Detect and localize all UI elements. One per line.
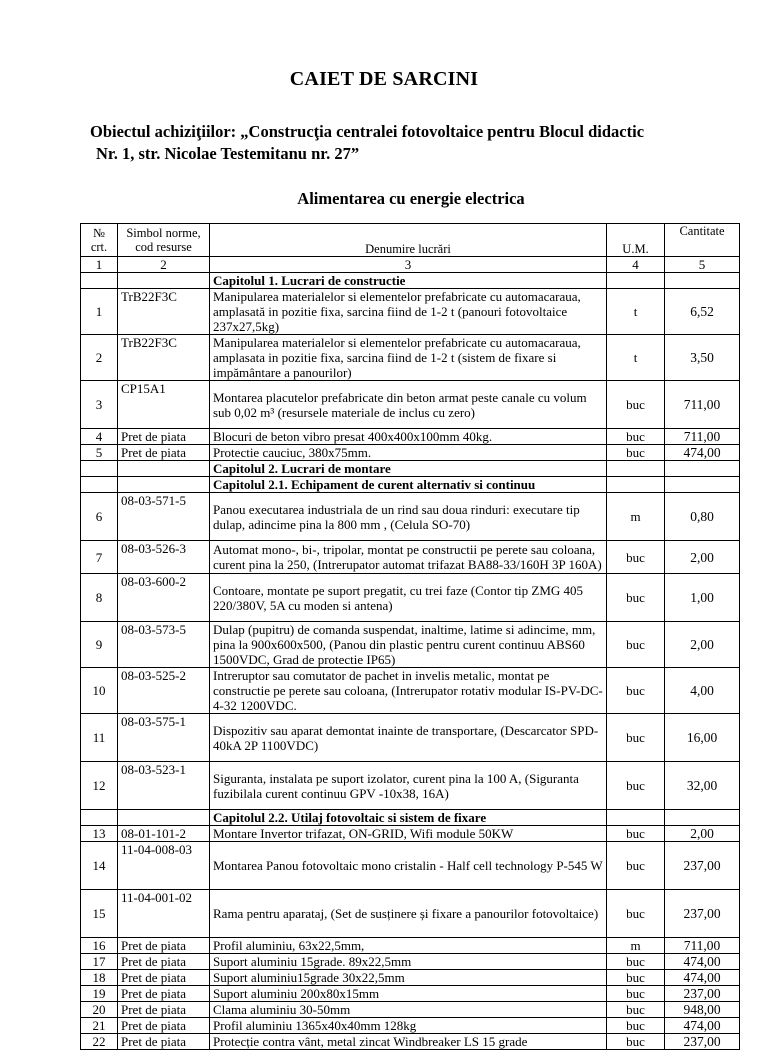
work-description: Montarea Panou fotovoltaic mono cristalin - Half cell technology P-545 W xyxy=(210,842,607,890)
quantity: 474,00 xyxy=(665,1018,740,1034)
quantity: 4,00 xyxy=(665,668,740,714)
unit-of-measure: buc xyxy=(607,986,665,1002)
table-row xyxy=(81,826,740,842)
works-table xyxy=(80,223,740,1050)
unit-of-measure: buc xyxy=(607,1002,665,1018)
resource-code: Pret de piata xyxy=(118,986,210,1002)
row-number: 17 xyxy=(81,954,118,970)
unit-of-measure: buc xyxy=(607,954,665,970)
row-number: 3 xyxy=(81,381,118,429)
row-number: 6 xyxy=(81,493,118,541)
unit-of-measure: t xyxy=(607,335,665,381)
chapter-title: Capitolul 2.2. Utilaj fotovoltaic si sistem de fixare xyxy=(210,810,607,826)
quantity: 237,00 xyxy=(665,890,740,938)
chapter-row xyxy=(81,477,740,493)
empty-cell xyxy=(118,810,210,826)
empty-cell xyxy=(665,810,740,826)
work-description: Suport aluminiu 15grade. 89x22,5mm xyxy=(210,954,607,970)
work-description: Dispozitiv sau aparat demontat inainte de transportare, (Descarcator SPD-40kA 2P 1100VDC) xyxy=(210,714,607,762)
header-nr: № crt. xyxy=(81,224,118,257)
work-description: Dulap (pupitru) de comanda suspendat, inaltime, latime si adincime, mm, pina la 900x600x500, (Panou din plastic pentru curent continuu ABS60 1500VDC, Grad de protectie IP65) xyxy=(210,622,607,668)
resource-code: Pret de piata xyxy=(118,954,210,970)
empty-cell xyxy=(81,273,118,289)
resource-code: Pret de piata xyxy=(118,1034,210,1050)
quantity: 2,00 xyxy=(665,826,740,842)
work-description: Protecție contra vânt, metal zincat Windbreaker LS 15 grade xyxy=(210,1034,607,1050)
column-number-row xyxy=(81,257,740,273)
work-description: Siguranta, instalata pe suport izolator, curent pina la 100 A, (Siguranta fuzibilala curent continuu GPV -10x38, 16A) xyxy=(210,762,607,810)
resource-code: Pret de piata xyxy=(118,1002,210,1018)
quantity: 0,80 xyxy=(665,493,740,541)
section-subtitle: Alimentarea cu energie electrica xyxy=(297,189,525,208)
empty-cell xyxy=(118,477,210,493)
table-row xyxy=(81,668,740,714)
empty-cell xyxy=(81,461,118,477)
unit-of-measure: buc xyxy=(607,1034,665,1050)
work-description: Clama aluminiu 30-50mm xyxy=(210,1002,607,1018)
row-number: 21 xyxy=(81,1018,118,1034)
unit-of-measure: buc xyxy=(607,668,665,714)
resource-code: 11-04-001-02 xyxy=(118,890,210,938)
quantity: 6,52 xyxy=(665,289,740,335)
work-description: Blocuri de beton vibro presat 400x400x100mm 40kg. xyxy=(210,429,607,445)
table-row xyxy=(81,890,740,938)
empty-cell xyxy=(607,461,665,477)
chapter-row xyxy=(81,273,740,289)
resource-code: 11-04-008-03 xyxy=(118,842,210,890)
quantity: 2,00 xyxy=(665,622,740,668)
quantity: 474,00 xyxy=(665,970,740,986)
unit-of-measure: buc xyxy=(607,762,665,810)
header-name: Denumire lucrări xyxy=(210,224,607,257)
quantity: 16,00 xyxy=(665,714,740,762)
table-row xyxy=(81,762,740,810)
chapter-row xyxy=(81,810,740,826)
table-row xyxy=(81,493,740,541)
unit-of-measure: buc xyxy=(607,970,665,986)
table-row xyxy=(81,970,740,986)
row-number: 11 xyxy=(81,714,118,762)
work-description: Montare Invertor trifazat, ON-GRID, Wifi module 50KW xyxy=(210,826,607,842)
resource-code: Pret de piata xyxy=(118,1018,210,1034)
work-description: Manipularea materialelor si elementelor prefabricate cu automacaraua, amplasată in pozitie fixa, sarcina fiind de 1-2 t (panouri fotovoltaice 237x27,5kg) xyxy=(210,289,607,335)
table-row xyxy=(81,1034,740,1050)
unit-of-measure: buc xyxy=(607,429,665,445)
empty-cell xyxy=(665,273,740,289)
resource-code: 08-03-526-3 xyxy=(118,541,210,574)
work-description: Manipularea materialelor si elementelor prefabricate cu automacaraua, amplasata in pozitie fixa, sarcina fiind de 1-2 t (sistem de fixare si impământare a panourilor) xyxy=(210,335,607,381)
resource-code: Pret de piata xyxy=(118,938,210,954)
quantity: 948,00 xyxy=(665,1002,740,1018)
unit-of-measure: buc xyxy=(607,826,665,842)
resource-code: Pret de piata xyxy=(118,429,210,445)
unit-of-measure: t xyxy=(607,289,665,335)
chapter-title: Capitolul 2. Lucrari de montare xyxy=(210,461,607,477)
row-number: 14 xyxy=(81,842,118,890)
row-number: 22 xyxy=(81,1034,118,1050)
resource-code: 08-03-600-2 xyxy=(118,574,210,622)
empty-cell xyxy=(607,477,665,493)
work-description: Rama pentru aparataj, (Set de susținere și fixare a panourilor fotovoltaice) xyxy=(210,890,607,938)
header-um: U.M. xyxy=(607,224,665,257)
row-number: 4 xyxy=(81,429,118,445)
resource-code: 08-03-523-1 xyxy=(118,762,210,810)
column-number: 5 xyxy=(665,257,740,273)
quantity: 2,00 xyxy=(665,541,740,574)
resource-code: Pret de piata xyxy=(118,970,210,986)
table-row xyxy=(81,1002,740,1018)
row-number: 13 xyxy=(81,826,118,842)
table-row xyxy=(81,714,740,762)
resource-code: 08-03-571-5 xyxy=(118,493,210,541)
table-row xyxy=(81,541,740,574)
chapter-row xyxy=(81,461,740,477)
row-number: 5 xyxy=(81,445,118,461)
unit-of-measure: m xyxy=(607,938,665,954)
resource-code: 08-01-101-2 xyxy=(118,826,210,842)
unit-of-measure: buc xyxy=(607,445,665,461)
quantity: 237,00 xyxy=(665,1034,740,1050)
unit-of-measure: buc xyxy=(607,574,665,622)
empty-cell xyxy=(81,477,118,493)
work-description: Panou executarea industriala de un rind sau doua rinduri: executare tip dulap, adincime pina la 800 mm , (Celula SO-70) xyxy=(210,493,607,541)
table-row xyxy=(81,1018,740,1034)
header-qty: Cantitate xyxy=(665,224,740,257)
resource-code: 08-03-573-5 xyxy=(118,622,210,668)
work-description: Suport aluminiu15grade 30x22,5mm xyxy=(210,970,607,986)
work-description: Profil aluminiu, 63x22,5mm, xyxy=(210,938,607,954)
column-number: 4 xyxy=(607,257,665,273)
quantity: 1,00 xyxy=(665,574,740,622)
resource-code: TrB22F3C xyxy=(118,289,210,335)
header-code: Simbol norme, cod resurse xyxy=(118,224,210,257)
resource-code: Pret de piata xyxy=(118,445,210,461)
table-row xyxy=(81,622,740,668)
row-number: 18 xyxy=(81,970,118,986)
work-description: Suport aluminiu 200x80x15mm xyxy=(210,986,607,1002)
table-header-row xyxy=(81,224,740,257)
row-number: 16 xyxy=(81,938,118,954)
row-number: 20 xyxy=(81,1002,118,1018)
quantity: 711,00 xyxy=(665,938,740,954)
column-number: 2 xyxy=(118,257,210,273)
work-description: Protectie cauciuc, 380x75mm. xyxy=(210,445,607,461)
table-row xyxy=(81,574,740,622)
table-row xyxy=(81,289,740,335)
table-row xyxy=(81,335,740,381)
quantity: 474,00 xyxy=(665,954,740,970)
table-row xyxy=(81,381,740,429)
work-description: Montarea placutelor prefabricate din beton armat peste canale cu volum sub 0,02 m³ (resursele materiale de inclus cu zero) xyxy=(210,381,607,429)
empty-cell xyxy=(665,461,740,477)
row-number: 9 xyxy=(81,622,118,668)
unit-of-measure: m xyxy=(607,493,665,541)
chapter-title: Capitolul 2.1. Echipament de curent alternativ si continuu xyxy=(210,477,607,493)
row-number: 10 xyxy=(81,668,118,714)
row-number: 2 xyxy=(81,335,118,381)
column-number: 1 xyxy=(81,257,118,273)
unit-of-measure: buc xyxy=(607,1018,665,1034)
chapter-title: Capitolul 1. Lucrari de constructie xyxy=(210,273,607,289)
unit-of-measure: buc xyxy=(607,541,665,574)
table-row xyxy=(81,445,740,461)
work-description: Profil aluminiu 1365x40x40mm 128kg xyxy=(210,1018,607,1034)
procurement-objective xyxy=(90,121,750,165)
row-number: 19 xyxy=(81,986,118,1002)
quantity: 711,00 xyxy=(665,381,740,429)
column-number: 3 xyxy=(210,257,607,273)
quantity: 474,00 xyxy=(665,445,740,461)
empty-cell xyxy=(118,273,210,289)
quantity: 32,00 xyxy=(665,762,740,810)
row-number: 1 xyxy=(81,289,118,335)
row-number: 7 xyxy=(81,541,118,574)
table-row xyxy=(81,842,740,890)
unit-of-measure: buc xyxy=(607,842,665,890)
row-number: 15 xyxy=(81,890,118,938)
unit-of-measure: buc xyxy=(607,890,665,938)
empty-cell xyxy=(118,461,210,477)
resource-code: 08-03-575-1 xyxy=(118,714,210,762)
unit-of-measure: buc xyxy=(607,622,665,668)
quantity: 3,50 xyxy=(665,335,740,381)
row-number: 8 xyxy=(81,574,118,622)
objective-line-1: Obiectul achiziţiilor: „Construcţia centralei fotovoltaice pentru Blocul didactic xyxy=(90,122,645,141)
document-title: CAIET DE SARCINI xyxy=(289,68,479,90)
empty-cell xyxy=(81,810,118,826)
empty-cell xyxy=(607,273,665,289)
empty-cell xyxy=(607,810,665,826)
table-row xyxy=(81,986,740,1002)
unit-of-measure: buc xyxy=(607,714,665,762)
work-description: Contoare, montate pe suport pregatit, cu trei faze (Contor tip ZMG 405 220/380V, 5A cu moden si antena) xyxy=(210,574,607,622)
unit-of-measure: buc xyxy=(607,381,665,429)
table-row xyxy=(81,938,740,954)
quantity: 237,00 xyxy=(665,986,740,1002)
table-row xyxy=(81,429,740,445)
quantity: 237,00 xyxy=(665,842,740,890)
work-description: Automat mono-, bi-, tripolar, montat pe constructii pe perete sau coloana, curent pina la 250, (Intrerupator automat trifazat BA88-33/160H 3P 160A) xyxy=(210,541,607,574)
empty-cell xyxy=(665,477,740,493)
resource-code: 08-03-525-2 xyxy=(118,668,210,714)
resource-code: TrB22F3C xyxy=(118,335,210,381)
objective-line-2: Nr. 1, str. Nicolae Testemitanu nr. 27” xyxy=(96,144,360,163)
table-row xyxy=(81,954,740,970)
quantity: 711,00 xyxy=(665,429,740,445)
resource-code: CP15A1 xyxy=(118,381,210,429)
row-number: 12 xyxy=(81,762,118,810)
work-description: Intreruptor sau comutator de pachet in invelis metalic, montat pe constructie pe perete sau coloana, (Intrerupator rotativ modular IS-PV-DC-4-32 1200VDC. xyxy=(210,668,607,714)
